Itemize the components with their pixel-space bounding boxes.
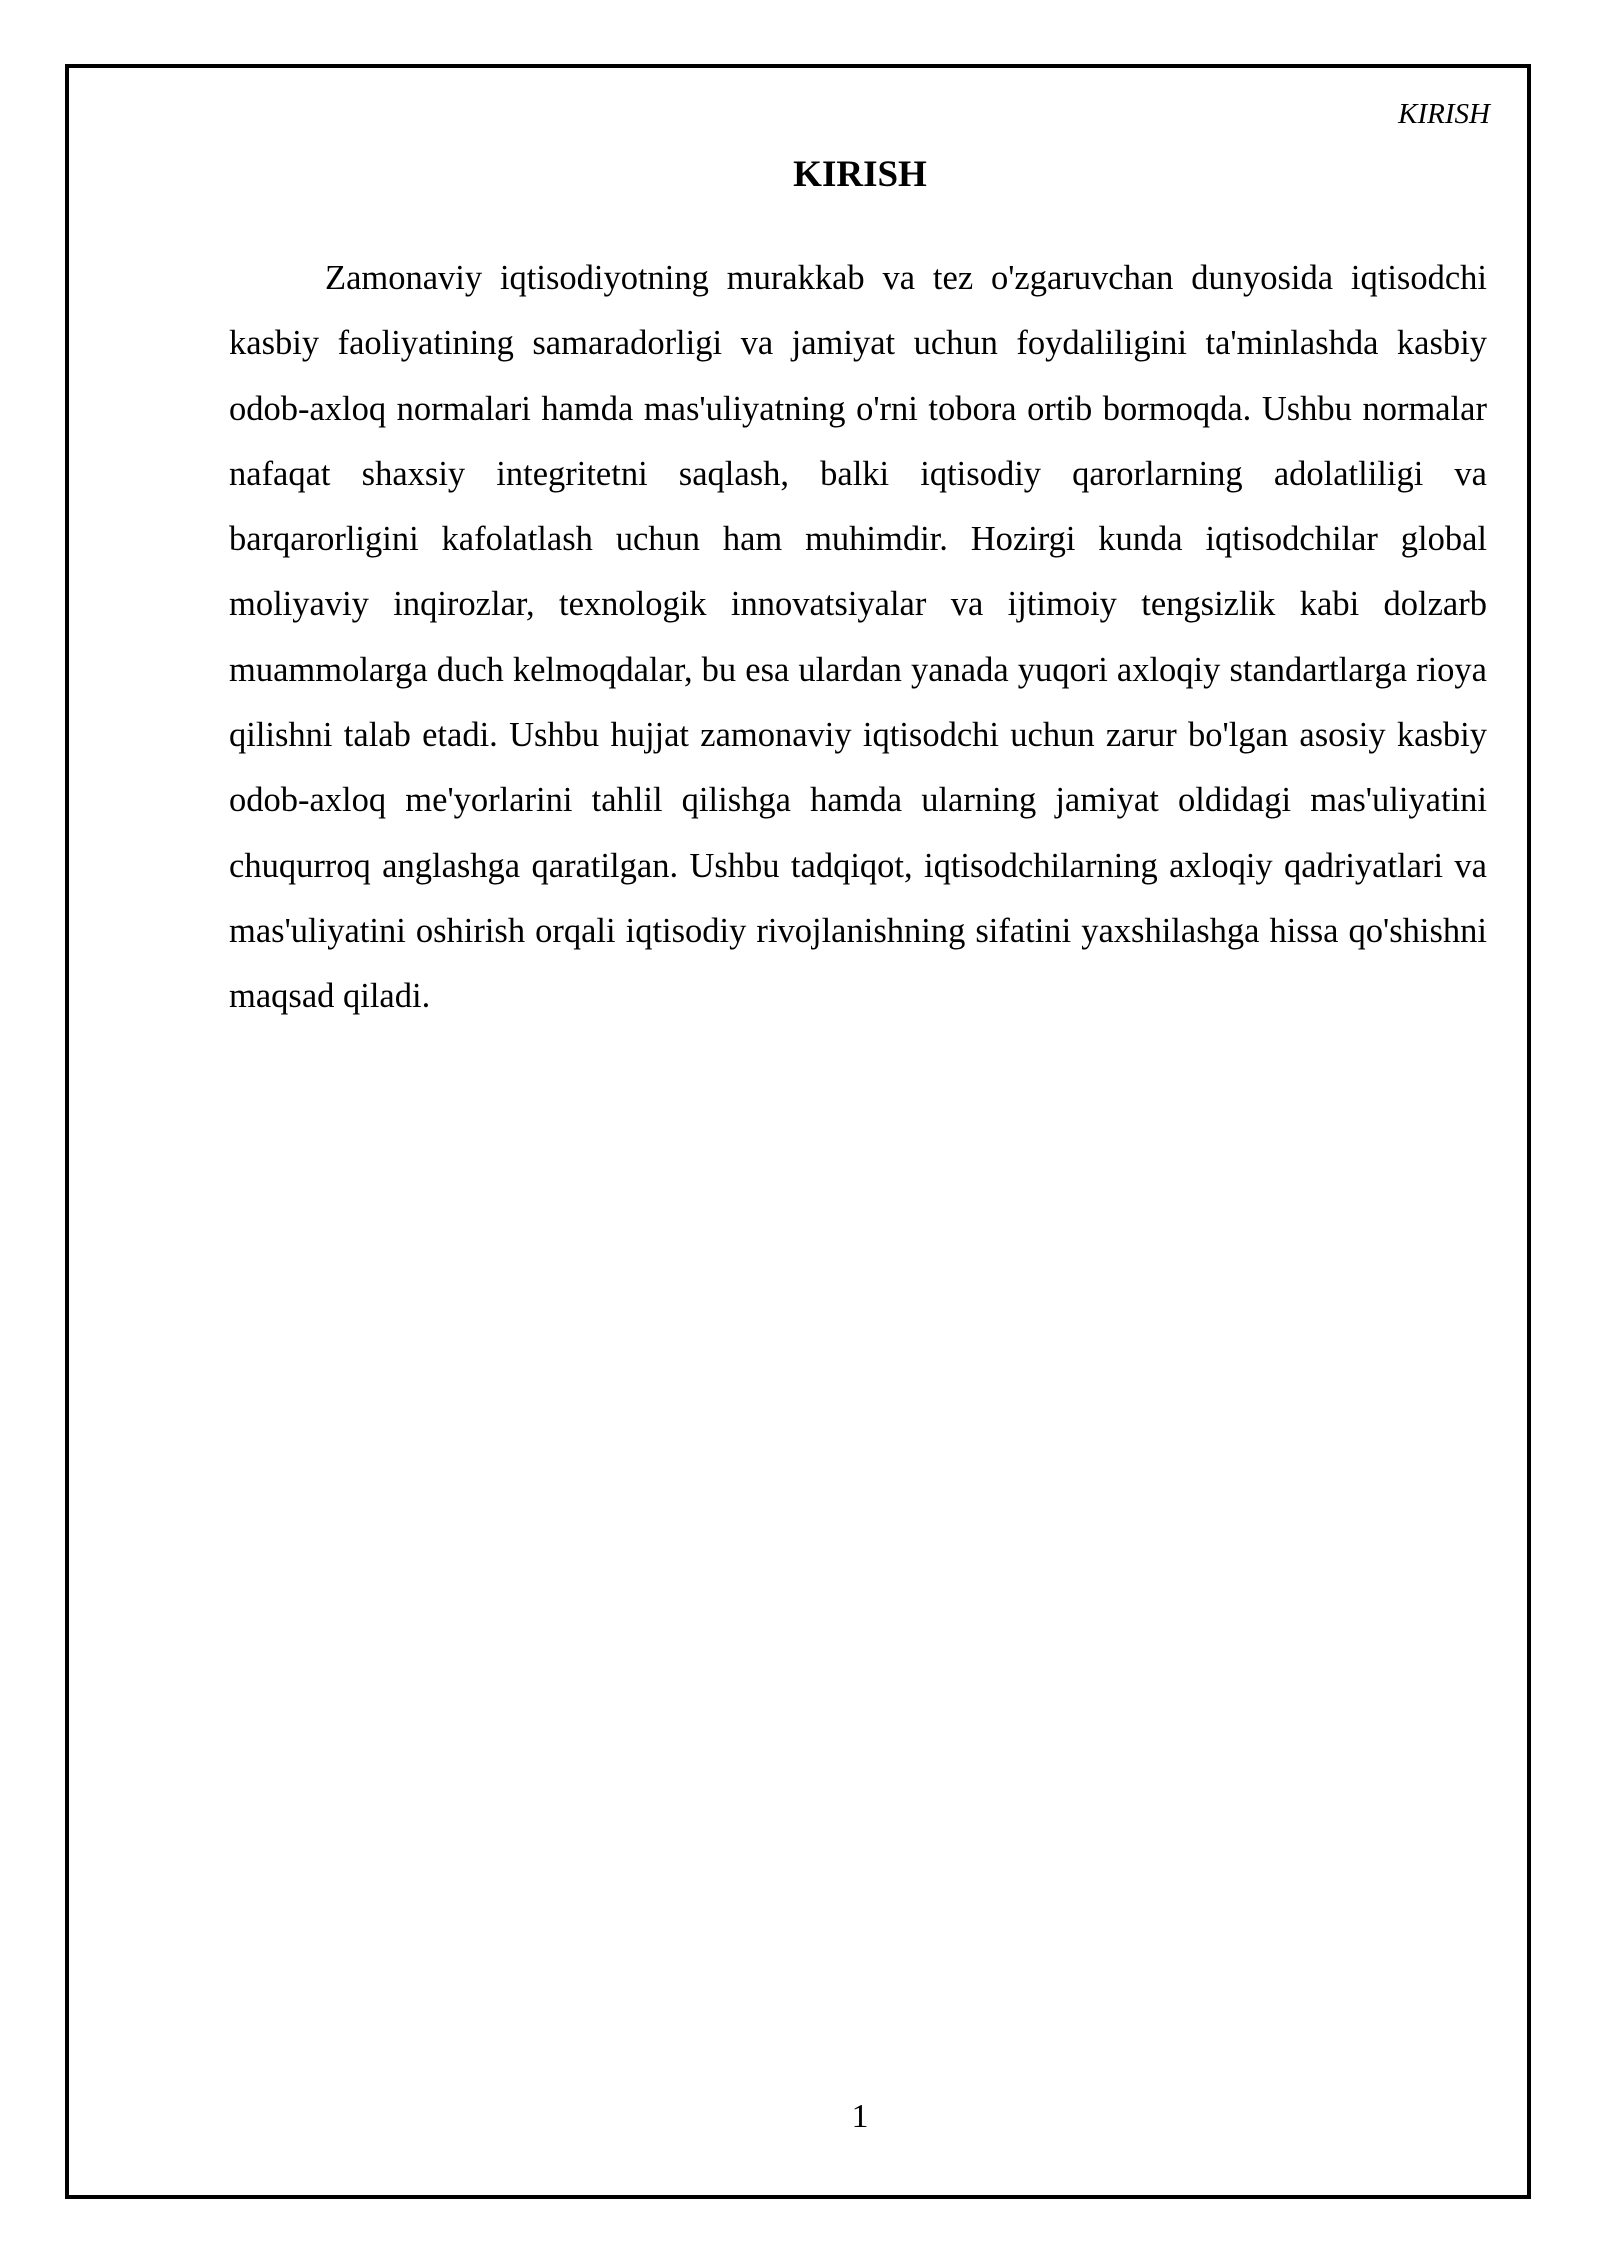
- running-header: KIRISH: [1398, 98, 1490, 130]
- body-paragraph: Zamonaviy iqtisodiyotning murakkab va tez o'zgaruvchan dunyosida iqtisodchi kasbiy faoliyatining samaradorligi va jamiyat uchun foydaliligini ta'minlashda kasbiy odob-axloq normalari hamda mas'uliyatning o'rni tobora ortib bormoqda. Ushbu normalar nafaqat shaxsiy integritetni saqlash, balki iqtisodiy qarorlarning adolatliligi va barqarorligini kafolatlash uchun ham muhimdir. Hozirgi kunda iqtisodchilar global moliyaviy inqirozlar, texnologik innovatsiyalar va ijtimoiy tengsizlik kabi dolzarb muammolarga duch kelmoqdalar, bu esa ulardan yanada yuqori axloqiy standartlarga rioya qilishni talab etadi. Ushbu hujjat zamonaviy iqtisodchi uchun zarur bo'lgan asosiy kasbiy odob-axloq me'yorlarini tahlil qilishga hamda ularning jamiyat oldidagi mas'uliyatini chuqurroq anglashga qaratilgan. Ushbu tadqiqot, iqtisodchilarning axloqiy qadriyatlari va mas'uliyatini oshirish orqali iqtisodiy rivojlanishning sifatini yaxshilashga hissa qo'shishni maqsad qiladi.: [229, 259, 1487, 1016]
- section-title: KIRISH: [793, 154, 927, 195]
- page-number: 1: [851, 2098, 869, 2135]
